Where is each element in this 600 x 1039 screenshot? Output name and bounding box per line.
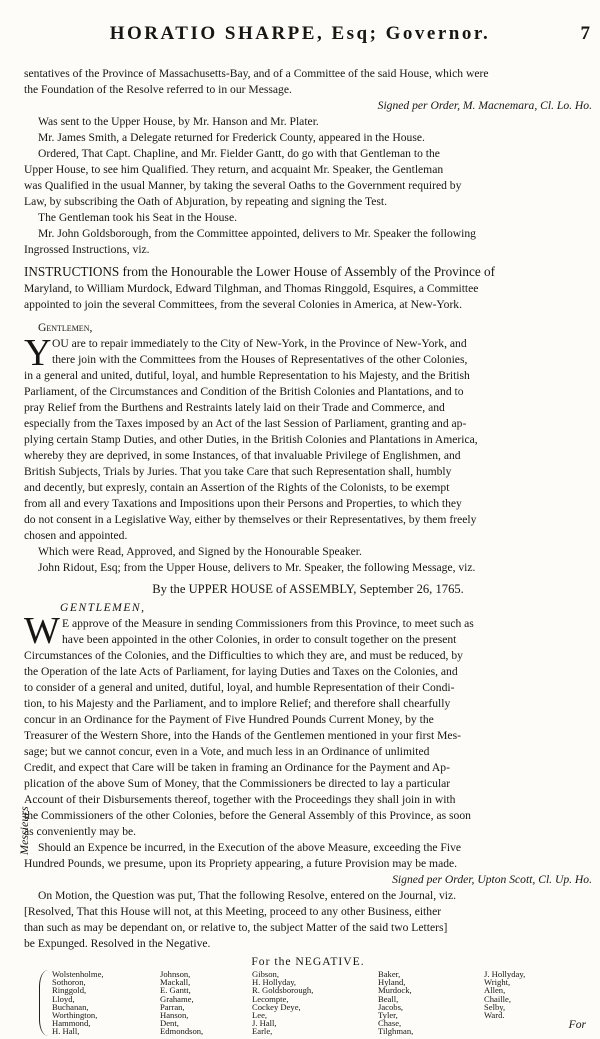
voter-name: Edmondson, xyxy=(160,1026,204,1037)
vote-column xyxy=(252,970,313,1036)
text-line: Was sent to the Upper House, by Mr. Hanson and Mr. Plater. xyxy=(38,115,319,128)
voter-name: Hanson, xyxy=(160,1009,189,1020)
voter-name: Tyler, xyxy=(378,1009,398,1020)
voter-name: Hyland, xyxy=(378,977,406,988)
voter-name: Allen, xyxy=(484,985,506,996)
running-head: HORATIO SHARPE, Esq; Governor. xyxy=(109,23,491,44)
brace-icon xyxy=(39,970,48,1036)
text-line: in a general and united, dutiful, loyal, and humble Representation to his Majesty, and the British xyxy=(24,369,470,382)
text-line: British Subjects, Trials by Juries. That you take Care that such Representation shall, humbly xyxy=(24,465,452,478)
instructions-heading-line: Maryland, to William Murdock, Edward Tilghman, and Thomas Ringgold, Esquires, a Committee xyxy=(24,282,479,295)
voter-name: Buchanan, xyxy=(52,1001,89,1012)
text-line: Should an Expence be incurred, in the Execution of the above Measure, exceeding the Five xyxy=(38,841,462,854)
text-line: John Ridout, Esq; from the Upper House, delivers to Mr. Speaker, the following Message, viz. xyxy=(38,561,476,574)
voter-name: Wright, xyxy=(484,977,511,988)
voter-name: Mackall, xyxy=(160,977,191,988)
text-line: Credit, and expect that Care will be taken in framing an Ordinance for the Payment and Ap- xyxy=(24,761,450,774)
voter-name: Johnson, xyxy=(160,969,191,979)
text-line: Mr. James Smith, a Delegate returned for Frederick County, appeared in the House. xyxy=(38,131,425,144)
text-line: Ordered, That Capt. Chapline, and Mr. Fielder Gantt, do go with that Gentleman to the xyxy=(38,147,440,160)
text-line: than such as may be dependant on, or relative to, the subject Matter of the said two Letters] xyxy=(24,921,448,934)
voter-name: Tilghman, xyxy=(378,1026,414,1037)
text-line: plication of the above Sum of Money, that the Commissioners be directed to lay a particular xyxy=(24,777,451,790)
text-line: concur in an Ordinance for the Payment of Five Hundred Pounds Current Money, by the xyxy=(24,713,434,726)
text-line: The Gentleman took his Seat in the House. xyxy=(38,211,237,224)
voter-name: Lloyd, xyxy=(52,993,75,1004)
text-line: as conveniently may be. xyxy=(24,825,137,838)
text-line: do not consent in a Legislative Way, either by themselves or their Representatives, by them freely xyxy=(24,513,477,526)
page-number: 7 xyxy=(580,23,590,44)
text-line: Law, by subscribing the Oath of Abjuration, by repeating and signing the Test. xyxy=(24,195,388,208)
vote-column xyxy=(52,970,104,1036)
vote-column xyxy=(484,970,525,1019)
upper-house-heading: By the UPPER HOUSE of ASSEMBLY, September 26, 1765. xyxy=(152,582,464,596)
voter-name: Wolstenholme, xyxy=(52,969,104,979)
text-line: especially from the Taxes imposed by an Act of the last Session of Parliament, granting and ap- xyxy=(24,417,467,430)
messieurs-label: Messieurs xyxy=(17,806,31,855)
text-line: pray Relief from the Burthens and Restraints lately laid on their Trade and Commerce, and xyxy=(24,401,445,414)
voter-name: J. Hollyday, xyxy=(484,969,526,979)
text-line: Upper House, to see him Qualified. They return, and acquaint Mr. Speaker, the Gentleman xyxy=(24,163,444,176)
text-line: Account of their Disbursements thereof, together with the Proceedings they shall join in with xyxy=(24,793,456,806)
vote-heading: For the NEGATIVE. xyxy=(251,955,365,968)
voter-name: Worthington, xyxy=(52,1009,98,1020)
text-line: chosen and appointed. xyxy=(24,529,128,542)
voter-name: R. Goldsborough, xyxy=(252,985,314,996)
signature-line: Signed per Order, M. Macnemara, Cl. Lo. Ho. xyxy=(377,99,592,112)
text-line: the Commissioners of the other Colonies, before the General Assembly of this Province, as soon xyxy=(24,809,471,822)
vote-column xyxy=(160,970,203,1036)
text-line: was Qualified in the usual Manner, by taking the several Oaths to the Government required by xyxy=(24,179,462,192)
voter-name: Grahame, xyxy=(160,993,194,1004)
voter-name: Chase, xyxy=(378,1018,402,1029)
voter-name: Ward. xyxy=(484,1009,505,1020)
catchword: For xyxy=(568,1018,586,1032)
text-line: and decently, but expresly, contain an Assertion of the Rights of the Colonists, to be exempt xyxy=(24,481,450,494)
text-line: Parliament, of the Circumstances and Condition of the British Colonies and Plantations, and to xyxy=(24,385,464,398)
voter-name: H. Hall, xyxy=(52,1026,80,1037)
text-line: the Foundation of the Resolve referred to in our Message. xyxy=(24,83,292,96)
voter-name: H. Hollyday, xyxy=(252,977,297,988)
text-line: from all and every Taxations and Impositions upon their Persons and Properties, to which they xyxy=(24,497,462,510)
voter-name: Lecompte, xyxy=(252,993,289,1004)
voter-name: Jacobs, xyxy=(378,1001,404,1012)
voter-name: Chaille, xyxy=(484,993,511,1004)
voter-name: Beall, xyxy=(378,993,399,1004)
text-line: E approve of the Measure in sending Commissioners from this Province, to meet such as xyxy=(62,617,474,630)
text-line: [Resolved, That this House will not, at this Meeting, proceed to any other Business, either xyxy=(24,905,442,918)
voter-name: Dent, xyxy=(160,1018,179,1029)
voter-name: Baker, xyxy=(378,969,401,979)
text-line: Ingrossed Instructions, viz. xyxy=(24,243,150,256)
instructions-heading-line: INSTRUCTIONS from the Honourable the Lower House of Assembly of the Province of xyxy=(24,264,496,279)
text-line: Which were Read, Approved, and Signed by the Honourable Speaker. xyxy=(38,545,362,558)
text-line: Treasurer of the Western Shore, into the Hands of the Gentlemen mentioned in your first Mes- xyxy=(24,729,461,742)
voter-name: Sothoron, xyxy=(52,977,86,988)
text-line: Circumstances of the Colonies, and the Difficulties to which they are, and must be reduced, by xyxy=(24,649,463,662)
voter-name: Earle, xyxy=(252,1026,273,1037)
text-line: sentatives of the Province of Massachusetts-Bay, and of a Committee of the said House, which were xyxy=(24,67,489,80)
text-line: Hundred Pounds, we presume, upon its Propriety appearing, a future Provision may be made. xyxy=(24,857,458,870)
drop-cap: Y xyxy=(24,332,52,374)
text-line: Mr. John Goldsborough, from the Committee appointed, delivers to Mr. Speaker the following xyxy=(38,227,476,240)
text-line: plying certain Stamp Duties, and other Duties, in the British Colonies and Plantations in America, xyxy=(24,433,478,446)
voter-name: E. Gantt, xyxy=(160,985,191,996)
voter-name: J. Hall, xyxy=(252,1018,277,1029)
voter-name: Ringgold, xyxy=(52,985,87,996)
text-line: have been appointed in the other Colonies, in order to consult together on the present xyxy=(62,633,457,646)
voter-name: Cockey Deye, xyxy=(252,1001,301,1012)
voter-name: Murdock, xyxy=(378,985,412,996)
text-line: OU are to repair immediately to the City of New-York, in the Province of New-York, and xyxy=(52,337,467,350)
text-line: sage; but we cannot concur, even in a Vote, and much less in an Ordinance of unlimited xyxy=(24,745,430,758)
text-line: be Expunged. Resolved in the Negative. xyxy=(24,937,211,950)
voter-name: Lee, xyxy=(252,1009,268,1020)
salutation: Gentlemen, xyxy=(38,321,93,334)
text-line: tion, to his Majesty and the Parliament, and to implore Relief; and therefore shall chearfully xyxy=(24,697,451,710)
voter-name: Hammond, xyxy=(52,1018,91,1029)
voter-name: Selby, xyxy=(484,1001,506,1012)
vote-column xyxy=(378,970,413,1036)
voter-name: Gibson, xyxy=(252,969,279,979)
text-line: whereby they are deprived, in some Instances, of that invaluable Privilege of Englishmen, and xyxy=(24,449,461,462)
instructions-heading-line: appointed to join the several Committees, from the several Colonies in America, at New-York. xyxy=(24,298,462,311)
drop-cap: W xyxy=(24,610,60,652)
text-line: the Operation of the late Acts of Parliament, for laying Duties and Taxes on the Colonies, and xyxy=(24,665,458,678)
text-line: there join with the Committees from the Houses of Representatives of the other Colonies, xyxy=(52,353,468,366)
voter-name: Parran, xyxy=(160,1001,185,1012)
salutation: GENTLEMEN, xyxy=(60,601,146,614)
text-line: to consider of a general and united, dutiful, loyal, and humble Representation of their Condi- xyxy=(24,681,455,694)
signature-line: Signed per Order, Upton Scott, Cl. Up. Ho. xyxy=(392,873,592,886)
text-line: On Motion, the Question was put, That the following Resolve, entered on the Journal, viz. xyxy=(38,889,457,902)
